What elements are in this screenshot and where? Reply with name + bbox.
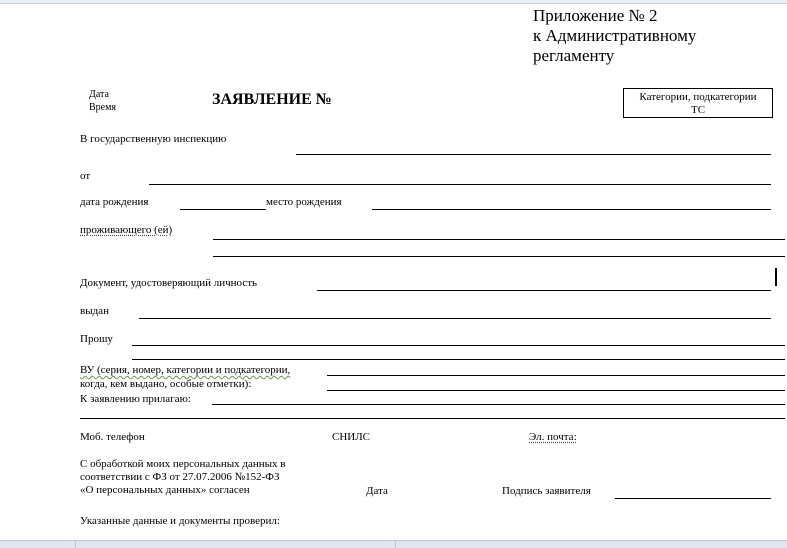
time-label: Время: [89, 102, 117, 113]
residing-label: проживающего (ей): [80, 224, 173, 236]
consent-line-1: С обработкой моих персональных данных в: [80, 458, 286, 470]
license-label-line-1: ВУ (серия, номер, категории и подкатегории,: [80, 364, 291, 376]
issued-field-line[interactable]: [139, 318, 771, 319]
id-document-field-line[interactable]: [317, 290, 771, 291]
document-title: ЗАЯВЛЕНИЕ №: [212, 91, 332, 108]
inspection-field-line[interactable]: [296, 154, 771, 155]
request-label: Прошу: [80, 333, 113, 345]
license-label-line-2: когда, кем выдано, особые отметки):: [80, 378, 252, 390]
birth-place-label: место рождения: [266, 196, 342, 208]
license-field-line-2[interactable]: [327, 390, 785, 391]
consent-line-3: «О персональных данных» согласен: [80, 484, 250, 496]
text-cursor: [775, 268, 777, 286]
date-label: Дата: [89, 89, 109, 100]
request-field-line-2[interactable]: [132, 359, 785, 360]
appendix-line-1: Приложение № 2: [533, 6, 658, 25]
email-label: Эл. почта:: [529, 431, 577, 443]
from-label: от: [80, 170, 91, 182]
signature-field-line[interactable]: [615, 498, 771, 499]
phone-label: Моб. телефон: [80, 431, 145, 443]
category-box-line-1: Категории, подкатегории: [639, 91, 757, 103]
issued-label: выдан: [80, 305, 109, 317]
birth-date-field-line[interactable]: [180, 209, 266, 210]
window-top-edge: [0, 0, 787, 4]
birth-date-label: дата рождения: [80, 196, 149, 208]
consent-date-label: Дата: [366, 485, 388, 497]
request-field-line-1[interactable]: [132, 345, 785, 346]
appendix-line-2: к Административному: [533, 26, 697, 45]
from-field-line[interactable]: [149, 184, 771, 185]
checked-by-label: Указанные данные и документы проверил:: [80, 515, 280, 527]
attachments-field-line-1[interactable]: [212, 404, 785, 405]
residing-field-line-2[interactable]: [213, 256, 785, 257]
birth-place-field-line[interactable]: [372, 209, 771, 210]
residing-field-line-1[interactable]: [213, 239, 785, 240]
appendix-header: [533, 6, 696, 66]
consent-line-2: соответствии с ФЗ от 27.07.2006 №152-ФЗ: [80, 471, 280, 483]
inspection-label: В государственную инспекцию: [80, 133, 227, 145]
attachments-field-line-2[interactable]: [80, 418, 785, 419]
attachments-label: К заявлению прилагаю:: [80, 393, 191, 405]
category-box-line-2: ТС: [690, 104, 706, 116]
signature-label: Подпись заявителя: [502, 485, 591, 497]
consent-block: [80, 458, 285, 497]
id-document-label: Документ, удостоверяющий личность: [80, 277, 258, 289]
license-field-line-1[interactable]: [327, 375, 785, 376]
category-box[interactable]: [623, 88, 773, 118]
appendix-line-3: регламенту: [533, 46, 615, 65]
snils-label: СНИЛС: [332, 431, 371, 443]
